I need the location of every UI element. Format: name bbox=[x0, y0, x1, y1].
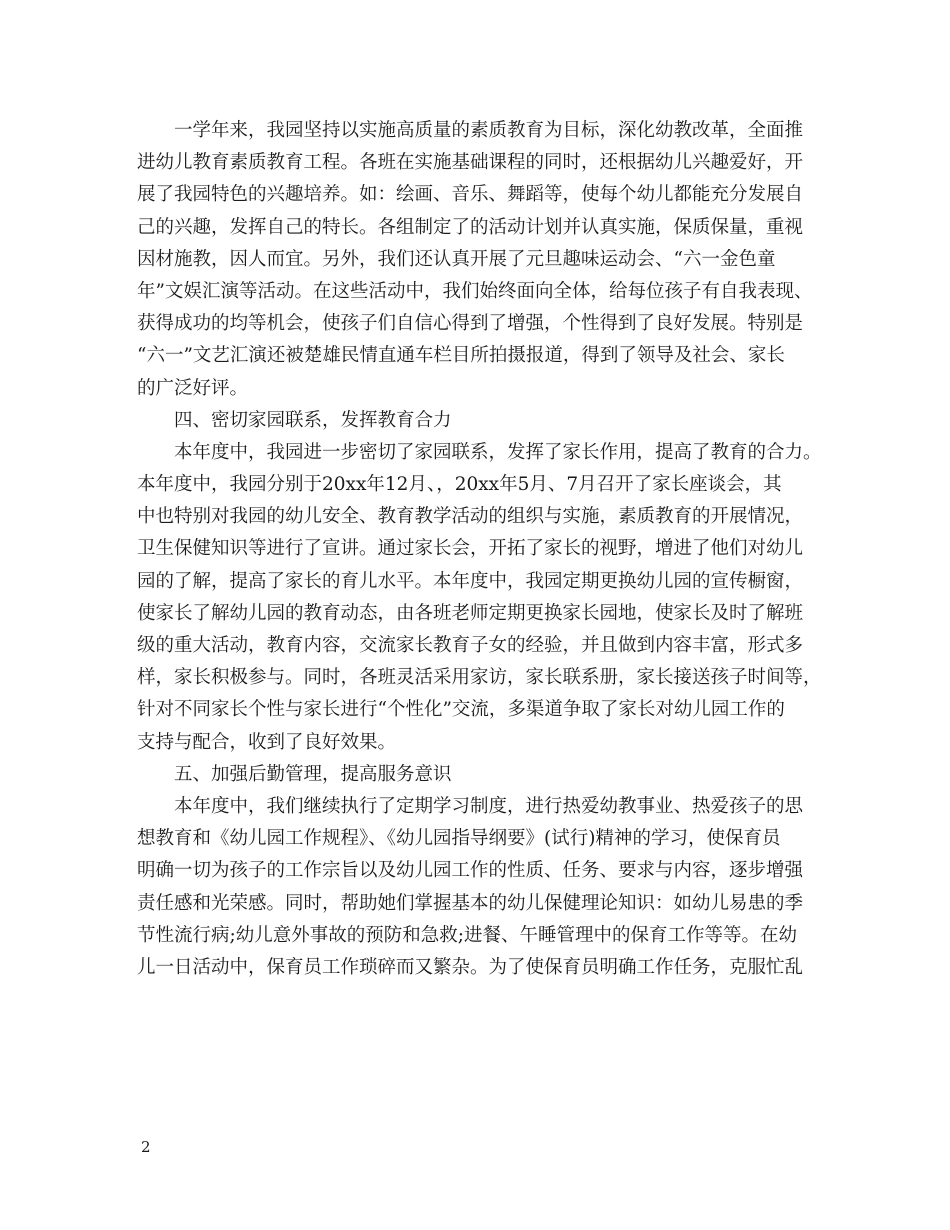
document-body bbox=[137, 115, 820, 984]
text-line: 己的兴趣，发挥自己的特长。各组制定了的活动计划并认真实施，保质保量，重视 bbox=[137, 216, 804, 238]
text-line: 展了我园特色的兴趣培养。如：绘画、音乐、舞蹈等，使每个幼儿都能充分发展自 bbox=[137, 184, 804, 206]
text-line: 本年度中，我园分别于20xx年12月、，20xx年5月、7月召开了家长座谈会，其 bbox=[137, 474, 782, 496]
text-line: 获得成功的均等机会，使孩子们自信心得到了增强，个性得到了良好发展。特别是 bbox=[137, 313, 804, 335]
text-line: 一学年来，我园坚持以实施高质量的素质教育为目标，深化幼教改革，全面推 bbox=[137, 120, 804, 141]
text-line: 园的了解，提高了家长的育儿水平。本年度中，我园定期更换幼儿园的宣传橱窗， bbox=[137, 570, 804, 592]
text-line: 年”文娱汇演等活动。在这些活动中，我们始终面向全体，给每位孩子有自我表现、 bbox=[137, 280, 813, 302]
text-line: 想教育和《幼儿园工作规程》、《幼儿园指导纲要》(试行)精神的学习，使保育员 bbox=[137, 828, 781, 850]
text-line: 中也特别对我园的幼儿安全、教育教学活动的组织与实施，素质教育的开展情况， bbox=[137, 506, 804, 528]
page-number: 2 bbox=[141, 1138, 151, 1156]
text-line: 样，家长积极参与。同时，各班灵活采用家访，家长联系册，家长接送孩子时间等， bbox=[137, 667, 822, 689]
text-line: 针对不同家长个性与家长进行“个性化”交流，多渠道争取了家长对幼儿园工作的 bbox=[137, 699, 785, 721]
text-line: 的广泛好评。 bbox=[137, 377, 249, 399]
section-heading: 五、加强后勤管理，提高服务意识 bbox=[137, 763, 452, 785]
text-line: 节性流行病;幼儿意外事故的预防和急救;进餐、午睡管理中的保育工作等等。在幼 bbox=[137, 924, 797, 946]
text-line: 使家长了解幼儿园的教育动态，由各班老师定期更换家长园地，使家长及时了解班 bbox=[137, 602, 804, 624]
text-line: 支持与配合，收到了良好效果。 bbox=[137, 731, 397, 753]
text-line: 卫生保健知识等进行了宣讲。通过家长会，开拓了家长的视野，增进了他们对幼儿 bbox=[137, 538, 804, 560]
text-line: 本年度中，我园进一步密切了家园联系，发挥了家长作用，提高了教育的合力。 bbox=[137, 441, 822, 463]
text-line: 级的重大活动，教育内容，交流家长教育子女的经验，并且做到内容丰富，形式多 bbox=[137, 635, 804, 656]
text-line: 儿一日活动中，保育员工作琐碎而又繁杂。为了使保育员明确工作任务，克服忙乱 bbox=[137, 956, 804, 978]
text-line: 进幼儿教育素质教育工程。各班在实施基础课程的同时，还根据幼儿兴趣爱好，开 bbox=[137, 152, 804, 174]
text-line: 因材施教，因人而宜。另外，我们还认真开展了元旦趣味运动会、“六一金色童 bbox=[137, 248, 776, 270]
text-line: 责任感和光荣感。同时，帮助她们掌握基本的幼儿保健理论知识：如幼儿易患的季 bbox=[137, 892, 804, 914]
text-line: 本年度中，我们继续执行了定期学习制度，进行热爱幼教事业、热爱孩子的思 bbox=[137, 795, 804, 817]
text-line: 明确一切为孩子的工作宗旨以及幼儿园工作的性质、任务、要求与内容，逐步增强 bbox=[137, 860, 804, 882]
text-line: “六一”文艺汇演还被楚雄民情直通车栏目所拍摄报道，得到了领导及社会、家长 bbox=[137, 345, 785, 367]
section-heading: 四、密切家园联系，发挥教育合力 bbox=[137, 409, 452, 431]
